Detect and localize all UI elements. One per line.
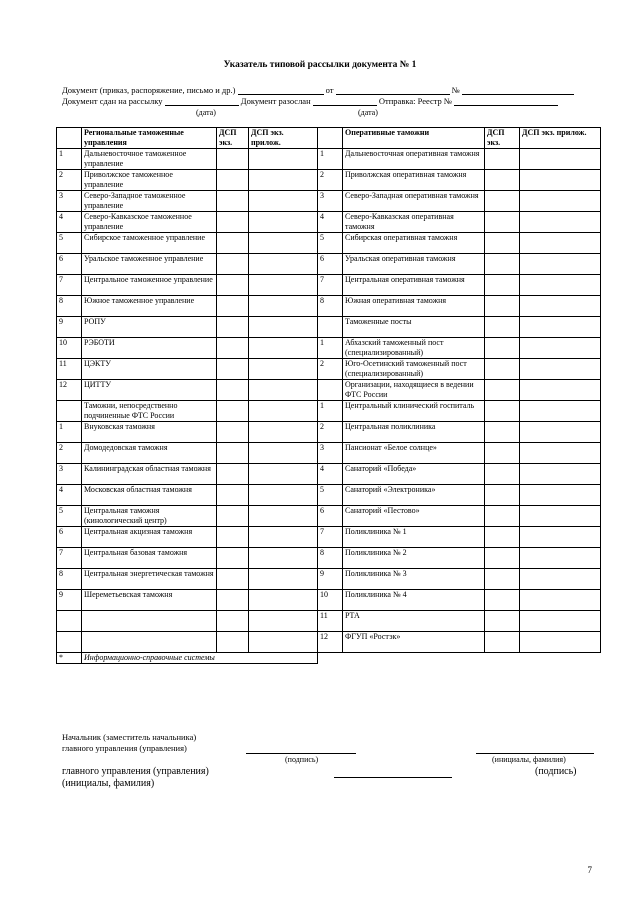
row-num-right: 3 [318, 443, 343, 464]
row-num-left: 7 [57, 548, 82, 569]
submitted-date-field[interactable] [165, 96, 239, 106]
row-operative-name: ФГУП «Ростэк» [343, 632, 485, 653]
row-dsp-pril-left[interactable] [249, 590, 318, 611]
row-operative-name: Таможенные посты [343, 317, 485, 338]
row-operative-name: Уральская оперативная таможня [343, 254, 485, 275]
row-regional-name: РЭБОТИ [82, 338, 217, 359]
doc-number-field[interactable] [462, 85, 574, 95]
row-dsp-pril-left[interactable] [249, 632, 318, 653]
sent-label: Документ разослан [240, 96, 311, 106]
row-dsp-pril-right[interactable] [520, 338, 601, 359]
row-dsp-left[interactable] [217, 149, 249, 170]
document-title: Указатель типовой рассылки документа № 1 [223, 60, 417, 70]
row-dsp-right[interactable] [485, 275, 520, 296]
row-dsp-pril-left[interactable] [249, 527, 318, 548]
row-regional-name: Уральское таможенное управление [82, 254, 217, 275]
row-dsp-left[interactable] [217, 212, 249, 233]
table-row [57, 317, 601, 338]
row-regional-name: Калининградская областная таможня [82, 464, 217, 485]
signature-title-line1: Начальник (заместитель начальника) [62, 732, 197, 742]
row-num-left: 11 [57, 359, 82, 380]
table-row [57, 233, 601, 254]
row-dsp-pril-left[interactable] [249, 191, 318, 212]
row-regional-name: Центральное таможенное управление [82, 275, 217, 296]
row-dsp-pril-left[interactable] [249, 506, 318, 527]
row-dsp-left[interactable] [217, 569, 249, 590]
row-regional-name: Домодедовская таможня [82, 443, 217, 464]
row-operative-name: Сибирская оперативная таможня [343, 233, 485, 254]
footer-empty [318, 653, 601, 664]
row-regional-name: Шереметьевская таможня [82, 590, 217, 611]
row-regional-name: Южное таможенное управление [82, 296, 217, 317]
row-regional-name: Внуковская таможня [82, 422, 217, 443]
form-line-dispatch [62, 96, 558, 106]
row-dsp-right[interactable] [485, 149, 520, 170]
dispatch-label: Отправка: Реестр № [378, 96, 453, 106]
row-dsp-pril-left[interactable] [249, 548, 318, 569]
row-dsp-pril-left[interactable] [249, 317, 318, 338]
row-dsp-left[interactable] [217, 611, 249, 632]
row-dsp-right[interactable] [485, 569, 520, 590]
row-regional-name: Приволжское таможенное управление [82, 170, 217, 191]
row-dsp-right[interactable] [485, 338, 520, 359]
register-number-field[interactable] [454, 96, 558, 106]
row-regional-name: ЦИТТУ [82, 380, 217, 401]
number-label: № [451, 85, 460, 95]
row-num-left [57, 632, 82, 653]
row-operative-name: РТА [343, 611, 485, 632]
row-dsp-right[interactable] [485, 611, 520, 632]
row-num-right: 9 [318, 569, 343, 590]
row-dsp-left[interactable] [217, 632, 249, 653]
table-row [57, 422, 601, 443]
row-dsp-right[interactable] [485, 506, 520, 527]
row-dsp-left[interactable] [217, 233, 249, 254]
header-num-left [57, 128, 82, 149]
row-dsp-left[interactable] [217, 380, 249, 401]
header-dsp-pril-left: ДСП экз. прилож. [249, 128, 318, 149]
row-operative-name: Центральный клинический госпиталь [343, 401, 485, 422]
row-num-left: 7 [57, 275, 82, 296]
row-num-right: 5 [318, 233, 343, 254]
row-dsp-pril-right[interactable] [520, 359, 601, 380]
table-row [57, 548, 601, 569]
row-dsp-left[interactable] [217, 443, 249, 464]
row-dsp-pril-right[interactable] [520, 443, 601, 464]
row-num-right: 2 [318, 170, 343, 191]
initials-line[interactable] [476, 753, 594, 754]
row-num-right: 8 [318, 296, 343, 317]
row-dsp-pril-left[interactable] [249, 401, 318, 422]
row-dsp-right[interactable] [485, 380, 520, 401]
row-dsp-pril-right[interactable] [520, 485, 601, 506]
row-dsp-left[interactable] [217, 485, 249, 506]
distribution-table [56, 127, 601, 664]
row-num-right: 7 [318, 275, 343, 296]
row-regional-name: Центральная базовая таможня [82, 548, 217, 569]
table-row [57, 611, 601, 632]
row-num-left: 4 [57, 212, 82, 233]
row-operative-name: Приволжская оперативная таможня [343, 170, 485, 191]
signature-line-2[interactable] [334, 777, 452, 778]
row-num-left: 8 [57, 296, 82, 317]
row-operative-name: Санаторий «Победа» [343, 464, 485, 485]
row-num-left: 4 [57, 485, 82, 506]
header-dsp-pril-right: ДСП экз. прилож. [520, 128, 601, 149]
row-num-right [318, 380, 343, 401]
row-dsp-right[interactable] [485, 443, 520, 464]
row-dsp-right[interactable] [485, 212, 520, 233]
row-regional-name: Центральная таможня (кинологический центр) [82, 506, 217, 527]
row-num-right: 5 [318, 485, 343, 506]
row-num-left: 1 [57, 149, 82, 170]
row-num-left [57, 611, 82, 632]
row-dsp-right[interactable] [485, 317, 520, 338]
row-num-left: 1 [57, 422, 82, 443]
header-regional: Региональные таможенные управления [82, 128, 217, 149]
row-regional-name: ЦЭКТУ [82, 359, 217, 380]
row-regional-name: Таможни, непосредственно подчиненные ФТС России [82, 401, 217, 422]
row-num-right: 6 [318, 254, 343, 275]
row-operative-name: Пансионат «Белое солнце» [343, 443, 485, 464]
row-dsp-pril-right[interactable] [520, 590, 601, 611]
row-regional-name [82, 611, 217, 632]
row-dsp-right[interactable] [485, 632, 520, 653]
row-dsp-pril-left[interactable] [249, 275, 318, 296]
signature-line3: главного управления (управления) [62, 766, 209, 777]
row-operative-name: Центральная поликлиника [343, 422, 485, 443]
row-num-right: 2 [318, 422, 343, 443]
row-dsp-pril-right[interactable] [520, 233, 601, 254]
row-dsp-pril-right[interactable] [520, 275, 601, 296]
page-number: 7 [587, 865, 592, 875]
doc-label: Документ (приказ, распоряжение, письмо и др.) [62, 85, 236, 95]
row-dsp-right[interactable] [485, 191, 520, 212]
row-dsp-right[interactable] [485, 590, 520, 611]
row-regional-name: Северо-Западное таможенное управление [82, 191, 217, 212]
table-row [57, 590, 601, 611]
row-num-right: 12 [318, 632, 343, 653]
row-operative-name: Юго-Осетинский таможенный пост (специализированный) [343, 359, 485, 380]
row-dsp-pril-right[interactable] [520, 149, 601, 170]
row-regional-name: РОПУ [82, 317, 217, 338]
signature-line[interactable] [246, 753, 356, 754]
row-dsp-pril-right[interactable] [520, 296, 601, 317]
row-dsp-left[interactable] [217, 590, 249, 611]
row-dsp-pril-left[interactable] [249, 338, 318, 359]
table-row [57, 443, 601, 464]
caption-initials: (инициалы, фамилия) [492, 755, 566, 764]
row-dsp-right[interactable] [485, 359, 520, 380]
row-dsp-pril-left[interactable] [249, 380, 318, 401]
row-regional-name: Центральная акцизная таможня [82, 527, 217, 548]
row-num-left: 9 [57, 590, 82, 611]
row-dsp-pril-right[interactable] [520, 380, 601, 401]
row-dsp-pril-right[interactable] [520, 632, 601, 653]
row-regional-name: Центральная энергетическая таможня [82, 569, 217, 590]
row-dsp-pril-right[interactable] [520, 464, 601, 485]
caption-signature: (подпись) [285, 755, 319, 764]
doc-date-field[interactable] [336, 85, 450, 95]
row-dsp-pril-right[interactable] [520, 569, 601, 590]
table-row [57, 149, 601, 170]
row-dsp-left[interactable] [217, 401, 249, 422]
row-regional-name: Северо-Кавказское таможенное управление [82, 212, 217, 233]
form-line-document [62, 85, 574, 95]
row-dsp-left[interactable] [217, 191, 249, 212]
row-dsp-right[interactable] [485, 170, 520, 191]
signature-line3-right: (подпись) [535, 766, 577, 777]
row-dsp-pril-left[interactable] [249, 422, 318, 443]
footer-text: Информационно-справочные системы [82, 653, 318, 664]
row-num-left: 6 [57, 527, 82, 548]
row-operative-name: Дальневосточная оперативная таможня [343, 149, 485, 170]
header-operative: Оперативные таможни [343, 128, 485, 149]
row-num-right: 7 [318, 527, 343, 548]
row-dsp-right[interactable] [485, 401, 520, 422]
row-dsp-right[interactable] [485, 548, 520, 569]
footer-mark: * [57, 653, 82, 664]
row-regional-name: Московская областная таможня [82, 485, 217, 506]
table-row [57, 380, 601, 401]
row-num-right [318, 317, 343, 338]
row-operative-name: Поликлиника № 3 [343, 569, 485, 590]
row-dsp-right[interactable] [485, 527, 520, 548]
row-dsp-right[interactable] [485, 233, 520, 254]
table-body [57, 149, 601, 653]
table-header-row [57, 128, 601, 149]
table-row [57, 359, 601, 380]
table-row [57, 464, 601, 485]
row-num-left: 3 [57, 191, 82, 212]
row-operative-name: Южная оперативная таможня [343, 296, 485, 317]
table-row [57, 338, 601, 359]
row-num-right: 10 [318, 590, 343, 611]
row-dsp-pril-left[interactable] [249, 611, 318, 632]
row-num-right: 4 [318, 212, 343, 233]
table-row [57, 275, 601, 296]
table-row [57, 191, 601, 212]
row-operative-name: Поликлиника № 2 [343, 548, 485, 569]
row-num-left: 3 [57, 464, 82, 485]
row-operative-name: Центральная оперативная таможня [343, 275, 485, 296]
table-row [57, 506, 601, 527]
table-footer-row [57, 653, 601, 664]
row-num-right: 6 [318, 506, 343, 527]
row-num-left: 2 [57, 443, 82, 464]
row-num-left: 12 [57, 380, 82, 401]
row-dsp-left[interactable] [217, 548, 249, 569]
row-dsp-left[interactable] [217, 359, 249, 380]
row-dsp-pril-left[interactable] [249, 464, 318, 485]
row-dsp-left[interactable] [217, 170, 249, 191]
row-regional-name: Сибирское таможенное управление [82, 233, 217, 254]
row-num-right: 11 [318, 611, 343, 632]
date-caption-sent: (дата) [358, 108, 378, 117]
row-num-left: 5 [57, 233, 82, 254]
table-row [57, 485, 601, 506]
table-row [57, 254, 601, 275]
row-dsp-pril-left[interactable] [249, 296, 318, 317]
row-num-left: 9 [57, 317, 82, 338]
row-dsp-left[interactable] [217, 464, 249, 485]
row-num-right: 1 [318, 401, 343, 422]
table-row [57, 212, 601, 233]
from-label: от [325, 85, 334, 95]
signature-line4: (инициалы, фамилия) [62, 778, 155, 789]
row-num-left: 10 [57, 338, 82, 359]
row-operative-name: Санаторий «Пестово» [343, 506, 485, 527]
row-num-right: 3 [318, 191, 343, 212]
sent-date-field[interactable] [313, 96, 377, 106]
header-dsp-left: ДСП экз. [217, 128, 249, 149]
row-dsp-left[interactable] [217, 317, 249, 338]
row-num-left: 8 [57, 569, 82, 590]
row-dsp-left[interactable] [217, 527, 249, 548]
row-dsp-pril-right[interactable] [520, 527, 601, 548]
table-row [57, 632, 601, 653]
table-row [57, 170, 601, 191]
row-dsp-pril-left[interactable] [249, 443, 318, 464]
row-dsp-right[interactable] [485, 422, 520, 443]
row-dsp-pril-left[interactable] [249, 359, 318, 380]
row-dsp-left[interactable] [217, 254, 249, 275]
header-num-right [318, 128, 343, 149]
date-caption-submitted: (дата) [196, 108, 216, 117]
table-row [57, 401, 601, 422]
doc-type-field[interactable] [238, 85, 324, 95]
row-regional-name: Дальневосточное таможенное управление [82, 149, 217, 170]
row-dsp-pril-right[interactable] [520, 254, 601, 275]
row-dsp-pril-left[interactable] [249, 254, 318, 275]
row-dsp-right[interactable] [485, 485, 520, 506]
row-dsp-pril-left[interactable] [249, 149, 318, 170]
row-regional-name [82, 632, 217, 653]
row-operative-name: Санаторий «Электроника» [343, 485, 485, 506]
row-dsp-pril-right[interactable] [520, 170, 601, 191]
row-operative-name: Поликлиника № 4 [343, 590, 485, 611]
table-row [57, 296, 601, 317]
row-dsp-pril-right[interactable] [520, 317, 601, 338]
row-num-left: 5 [57, 506, 82, 527]
row-dsp-pril-left[interactable] [249, 170, 318, 191]
submitted-label: Документ сдан на рассылку [62, 96, 163, 106]
row-dsp-pril-right[interactable] [520, 401, 601, 422]
row-dsp-pril-right[interactable] [520, 212, 601, 233]
row-dsp-pril-right[interactable] [520, 506, 601, 527]
row-num-right: 8 [318, 548, 343, 569]
row-num-right: 2 [318, 359, 343, 380]
row-dsp-pril-left[interactable] [249, 233, 318, 254]
row-dsp-pril-right[interactable] [520, 611, 601, 632]
table-row [57, 569, 601, 590]
row-num-left: 6 [57, 254, 82, 275]
row-operative-name: Поликлиника № 1 [343, 527, 485, 548]
row-dsp-left[interactable] [217, 275, 249, 296]
row-dsp-right[interactable] [485, 464, 520, 485]
row-dsp-left[interactable] [217, 422, 249, 443]
row-operative-name: Северо-Западная оперативная таможня [343, 191, 485, 212]
table-row [57, 527, 601, 548]
header-dsp-right: ДСП экз. [485, 128, 520, 149]
row-num-left [57, 401, 82, 422]
signature-title-line2: главного управления (управления) [62, 743, 187, 753]
row-dsp-pril-left[interactable] [249, 212, 318, 233]
row-operative-name: Северо-Кавказская оперативная таможня [343, 212, 485, 233]
row-num-right: 4 [318, 464, 343, 485]
row-operative-name: Организации, находящиеся в ведении ФТС России [343, 380, 485, 401]
row-num-right: 1 [318, 338, 343, 359]
row-dsp-left[interactable] [217, 506, 249, 527]
row-dsp-pril-right[interactable] [520, 548, 601, 569]
row-dsp-pril-left[interactable] [249, 569, 318, 590]
row-dsp-pril-right[interactable] [520, 422, 601, 443]
row-dsp-left[interactable] [217, 338, 249, 359]
row-operative-name: Абхазский таможенный пост (специализированный) [343, 338, 485, 359]
row-dsp-pril-left[interactable] [249, 485, 318, 506]
row-dsp-left[interactable] [217, 296, 249, 317]
row-num-left: 2 [57, 170, 82, 191]
row-dsp-right[interactable] [485, 254, 520, 275]
row-num-right: 1 [318, 149, 343, 170]
row-dsp-pril-right[interactable] [520, 191, 601, 212]
row-dsp-right[interactable] [485, 296, 520, 317]
